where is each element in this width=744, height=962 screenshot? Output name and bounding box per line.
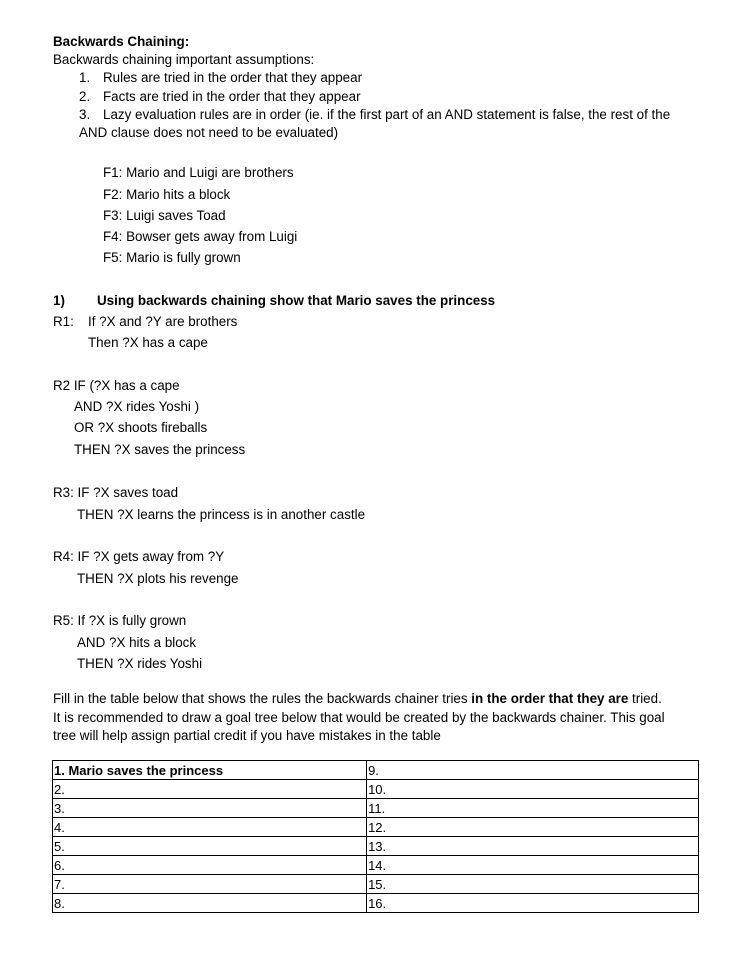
- rule-r4-then: THEN ?X plots his revenge: [77, 571, 239, 586]
- assumption-2-text: Facts are tried in the order that they appear: [103, 89, 361, 104]
- table-row: [53, 799, 699, 818]
- assumption-3-num: 3.: [79, 107, 91, 122]
- table-cell-10[interactable]: 10.: [367, 780, 699, 799]
- instructions-line-1: [53, 690, 662, 707]
- assumptions-intro: Backwards chaining important assumptions:: [53, 52, 315, 67]
- table-cell-9[interactable]: 9.: [367, 761, 699, 780]
- instructions-line-1-c: tried.: [628, 691, 662, 706]
- table-row: [53, 780, 699, 799]
- table-row: [53, 837, 699, 856]
- instructions-line-1-bold: in the order that they are: [471, 691, 629, 706]
- instructions-line-1-a: Fill in the table below that shows the rules the backwards chainer tries: [53, 691, 472, 706]
- assumption-3-text: Lazy evaluation rules are in order (ie. if the first part of an AND statement is false, the rest of the: [103, 107, 671, 122]
- table-row: [53, 818, 699, 837]
- table-cell-1[interactable]: 1. Mario saves the princess: [53, 761, 367, 780]
- rule-r5-if: R5: If ?X is fully grown: [53, 613, 187, 628]
- instructions-line-2: It is recommended to draw a goal tree below that would be created by the backwards chainer. This goal: [53, 710, 665, 725]
- table-cell-7[interactable]: 7.: [53, 875, 367, 894]
- rule-r2-if: R2 IF (?X has a cape: [53, 378, 180, 393]
- rule-r1-label: R1:: [53, 314, 74, 329]
- table-cell-15[interactable]: 15.: [367, 875, 699, 894]
- table-cell-2[interactable]: 2.: [53, 780, 367, 799]
- question-number: 1): [53, 293, 65, 308]
- fact-2: F2: Mario hits a block: [103, 187, 231, 202]
- table-cell-3[interactable]: 3.: [53, 799, 367, 818]
- assumption-2-num: 2.: [79, 89, 91, 104]
- table-cell-8[interactable]: 8.: [53, 894, 367, 913]
- table-cell-4[interactable]: 4.: [53, 818, 367, 837]
- rule-r1-if: If ?X and ?Y are brothers: [88, 314, 238, 329]
- table-cell-6[interactable]: 6.: [53, 856, 367, 875]
- rule-r2-and: AND ?X rides Yoshi ): [74, 399, 200, 414]
- answer-table: [52, 760, 699, 913]
- rule-r3-if: R3: IF ?X saves toad: [53, 485, 179, 500]
- table-cell-14[interactable]: 14.: [367, 856, 699, 875]
- table-cell-13[interactable]: 13.: [367, 837, 699, 856]
- table-cell-16[interactable]: 16.: [367, 894, 699, 913]
- assumption-1-text: Rules are tried in the order that they appear: [103, 70, 363, 85]
- fact-1: F1: Mario and Luigi are brothers: [103, 165, 294, 180]
- table-cell-11[interactable]: 11.: [367, 799, 699, 818]
- assumption-1-num: 1.: [79, 70, 91, 85]
- instructions-line-3: tree will help assign partial credit if you have mistakes in the table: [53, 728, 441, 743]
- fact-5: F5: Mario is fully grown: [103, 250, 241, 265]
- table-row: [53, 875, 699, 894]
- fact-4: F4: Bowser gets away from Luigi: [103, 229, 298, 244]
- assumption-3-text-cont: AND clause does not need to be evaluated): [79, 125, 339, 140]
- table-cell-5[interactable]: 5.: [53, 837, 367, 856]
- rule-r2-then: THEN ?X saves the princess: [74, 442, 246, 457]
- rule-r2-or: OR ?X shoots fireballs: [74, 420, 208, 435]
- table-row: [53, 761, 699, 780]
- page-title: Backwards Chaining:: [53, 34, 190, 49]
- table-cell-12[interactable]: 12.: [367, 818, 699, 837]
- question-text: Using backwards chaining show that Mario saves the princess: [97, 293, 496, 308]
- rule-r3-then: THEN ?X learns the princess is in another castle: [77, 507, 366, 522]
- rule-r1-then: Then ?X has a cape: [88, 335, 208, 350]
- table-row: [53, 856, 699, 875]
- rule-r4-if: R4: IF ?X gets away from ?Y: [53, 549, 225, 564]
- rule-r5-then: THEN ?X rides Yoshi: [77, 656, 203, 671]
- table-row: [53, 894, 699, 913]
- fact-3: F3: Luigi saves Toad: [103, 208, 226, 223]
- rule-r5-and: AND ?X hits a block: [77, 635, 197, 650]
